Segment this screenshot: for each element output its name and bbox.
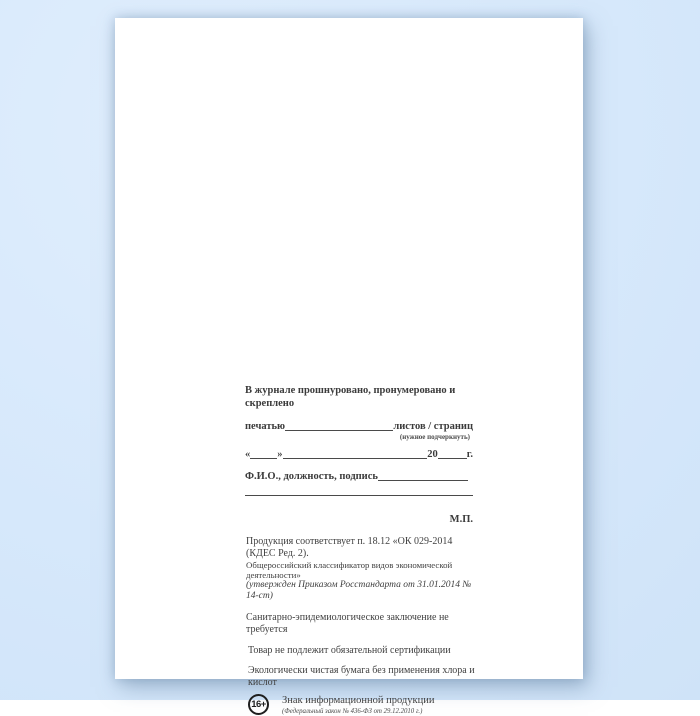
product-compliance-line1: Продукция соответствует п. 18.12 «ОК 029-2014 (КДЕС Ред. 2). [246,536,453,559]
product-compliance-line3: (утвержден Приказом Росстандарта от 31.01.2014 № 14-ст) [246,580,472,601]
product-compliance-line2: Общероссийский классификатор видов экономической деятельности» [246,560,453,580]
age-restriction-mark [246,693,478,716]
open-quote: « [245,449,251,460]
eco-note: Экологически чистая бумага без применения хлора и кислот [248,665,475,688]
stamp-placeholder: М.П. [449,514,473,525]
sanitary-note: Санитарно-эпидемиологическое заключение не требуется [246,612,449,635]
certification-note: Товар не подлежит обязательной сертификации [248,645,451,656]
sealed-line [245,420,473,433]
document-page [115,18,583,715]
compliance-block [246,536,478,716]
law-reference: (Федеральный закон № 436-ФЗ от 29.12.2010 г.) [282,708,423,715]
sheets-label: листов / страниц [393,421,473,432]
info-product-label: Знак информационной продукции [282,695,435,706]
year-prefix: 20 [427,449,438,460]
close-quote: » [277,449,283,460]
underline-note: (нужное подчеркнуть) [399,433,470,441]
signature-label: Ф.И.О., должность, подпись [245,471,378,482]
binding-block [245,384,473,526]
blank-line-year [438,458,467,459]
blank-line-month [283,458,428,459]
sealed-label: печатью [245,421,286,432]
age-mark-text [282,693,434,716]
year-suffix: г. [466,449,473,460]
age-badge-label: 16+ [251,698,266,710]
date-line [245,448,473,461]
binding-statement: В журнале прошнуровано, пронумеровано и скреплено [245,385,456,409]
blank-line-full [245,487,473,496]
blank-line-signature [378,480,468,481]
blank-line [285,430,393,431]
signature-line [245,470,473,483]
age-16-badge-icon [248,694,269,715]
blank-line-day [250,458,277,459]
